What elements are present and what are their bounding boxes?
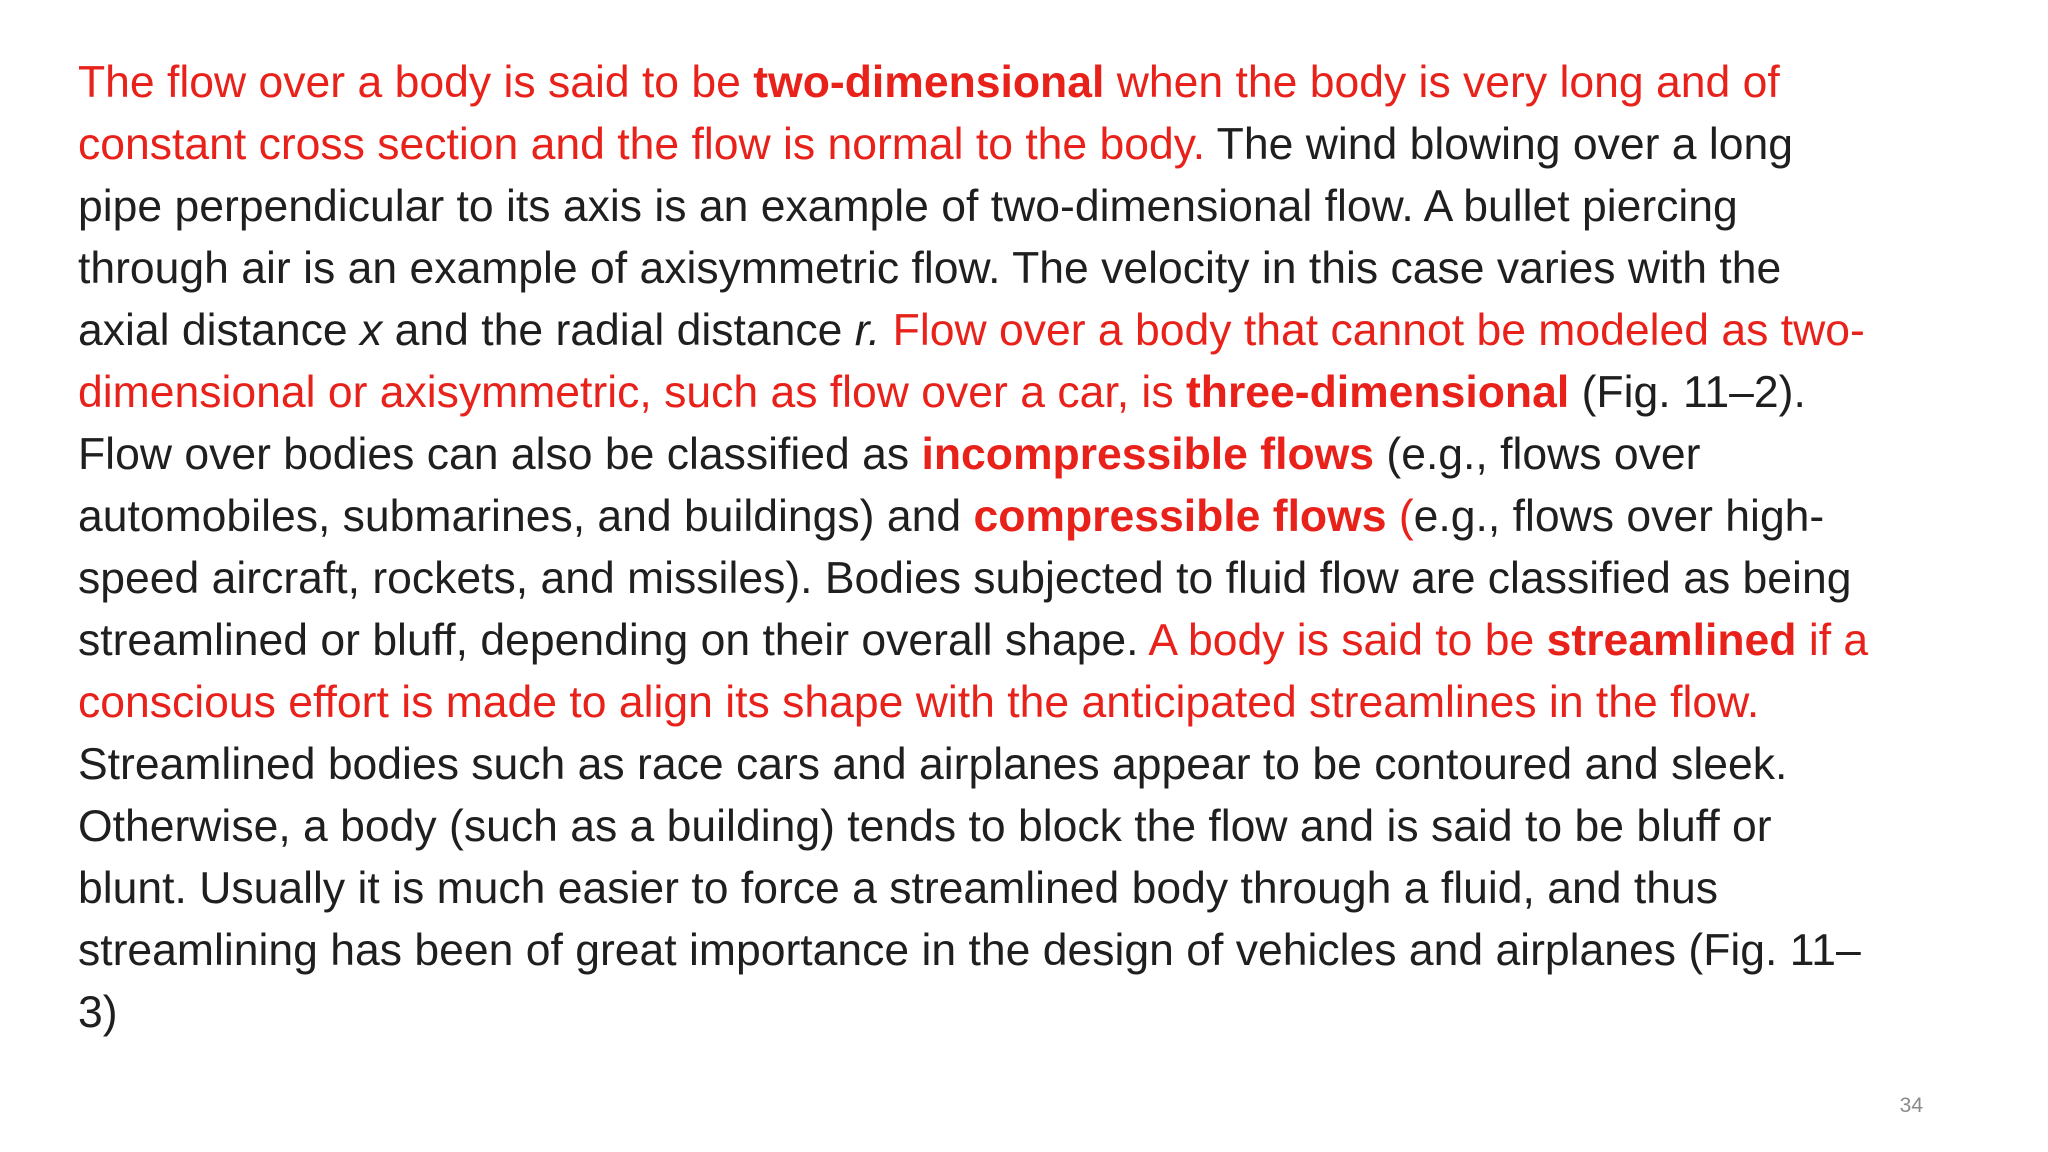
- text-segment: Otherwise, a body (such as a building) tends to block the flow and is said to be bluff or: [78, 802, 1772, 851]
- highlighted-text: conscious effort is made to align its shape with the anticipated streamlines in the flow.: [78, 678, 1760, 727]
- text-line: [78, 362, 2002, 424]
- text-segment: Streamlined bodies such as race cars and airplanes appear to be contoured and sleek.: [78, 740, 1788, 789]
- text-segment: axial distance: [78, 306, 360, 355]
- text-segment: (Fig. 11–2).: [1569, 368, 1806, 417]
- emphasized-term: compressible flows: [973, 492, 1387, 541]
- text-segment: streamlining has been of great importance in the design of vehicles and airplanes (Fig. 11–: [78, 926, 1861, 975]
- text-segment: r.: [854, 306, 881, 355]
- emphasized-term: incompressible flows: [921, 430, 1375, 479]
- highlighted-text: Flow over a body that cannot be modeled as two-: [880, 306, 1865, 355]
- text-line: [78, 486, 2002, 548]
- text-line: [78, 238, 2002, 300]
- slide-body-text: [78, 52, 2002, 1044]
- text-segment: e.g., flows over high-: [1413, 492, 1825, 541]
- text-segment: pipe perpendicular to its axis is an example of two-dimensional flow. A bullet piercing: [78, 182, 1738, 231]
- text-line: [78, 982, 2002, 1044]
- text-line: [78, 734, 2002, 796]
- text-line: [78, 610, 2002, 672]
- highlighted-text: dimensional or axisymmetric, such as flow over a car, is: [78, 368, 1186, 417]
- emphasized-term: streamlined: [1546, 616, 1797, 665]
- text-segment: speed aircraft, rockets, and missiles). Bodies subjected to fluid flow are classified as being: [78, 554, 1852, 603]
- text-line: [78, 796, 2002, 858]
- highlighted-text: when the body is very long and of: [1104, 58, 1780, 107]
- text-line: [78, 52, 2002, 114]
- text-segment: streamlined or bluff, depending on their overall shape.: [78, 616, 1149, 665]
- text-line: [78, 300, 2002, 362]
- text-segment: (e.g., flows over: [1374, 430, 1701, 479]
- highlighted-text: constant cross section and the flow is normal to the body.: [78, 120, 1206, 169]
- page-number: 34: [1899, 1094, 1923, 1117]
- text-segment: Flow over bodies can also be classified as: [78, 430, 922, 479]
- text-line: [78, 858, 2002, 920]
- text-segment: and the radial distance: [382, 306, 855, 355]
- emphasized-term: three-dimensional: [1185, 368, 1570, 417]
- highlighted-text: The flow over a body is said to be: [78, 58, 754, 107]
- highlighted-text: if a: [1796, 616, 1869, 665]
- text-segment: automobiles, submarines, and buildings) and: [78, 492, 974, 541]
- text-line: [78, 424, 2002, 486]
- emphasized-term: two-dimensional: [753, 58, 1105, 107]
- text-line: [78, 176, 2002, 238]
- text-segment: The wind blowing over a long: [1205, 120, 1794, 169]
- text-segment: blunt. Usually it is much easier to force a streamlined body through a fluid, and thus: [78, 864, 1718, 913]
- text-line: [78, 114, 2002, 176]
- highlighted-text: (: [1386, 492, 1414, 541]
- text-line: [78, 920, 2002, 982]
- text-line: [78, 548, 2002, 610]
- text-segment: through air is an example of axisymmetric flow. The velocity in this case varies with the: [78, 244, 1782, 293]
- text-line: [78, 672, 2002, 734]
- text-segment: 3): [78, 988, 118, 1037]
- highlighted-text: A body is said to be: [1148, 616, 1547, 665]
- text-segment: x: [360, 306, 383, 355]
